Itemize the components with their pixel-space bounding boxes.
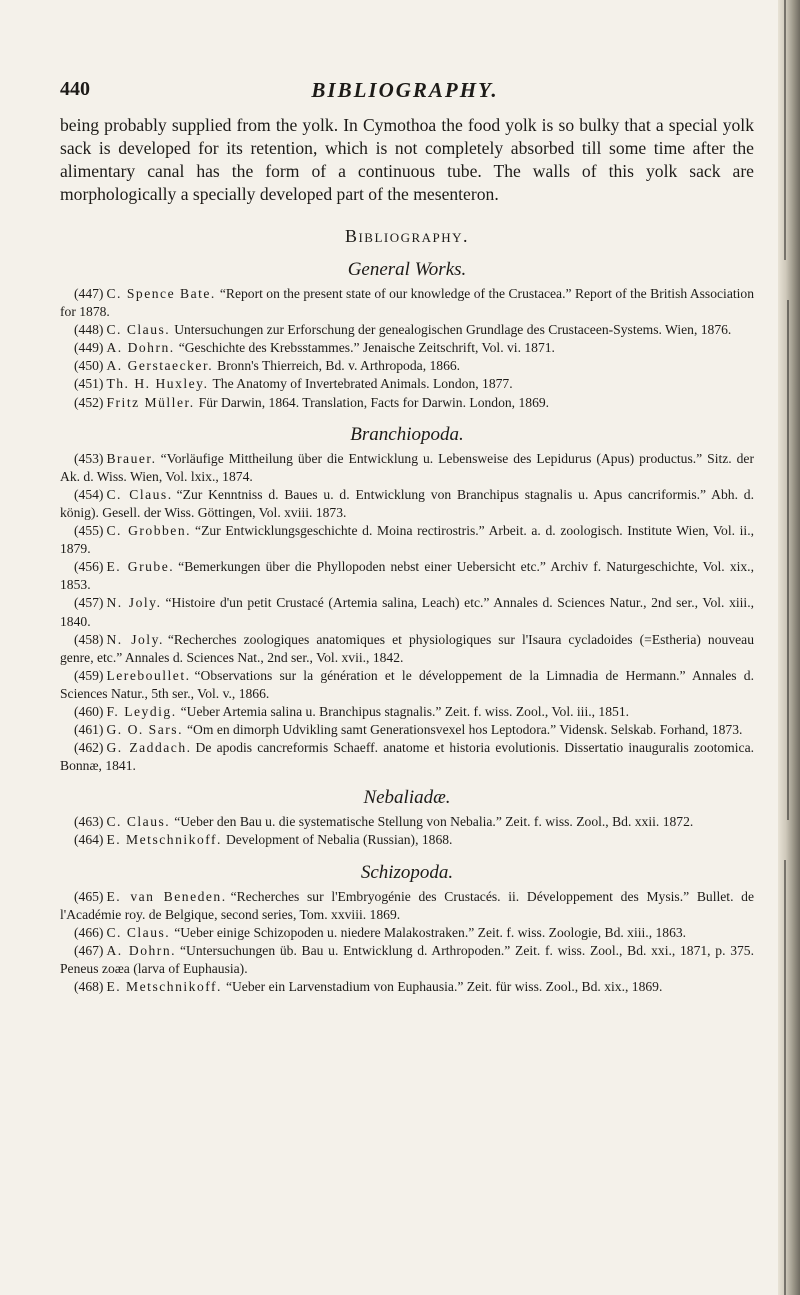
entry-number: (448) [74, 322, 104, 338]
entry-number: (460) [74, 703, 104, 719]
entry-citation: “Ueber einige Schizopoden u. niedere Malakostraken.” Zeit. f. wiss. Zoologie, Bd. xiii., 1863. [174, 924, 687, 940]
bibliography-entry [60, 739, 754, 775]
entry-author: Lereboullet. [106, 667, 191, 683]
entry-citation: “Recherches sur l'Embryogénie des Crustacés. ii. Développement des Mysis.” Bullet. de l'Académie roy. de Belgique, second series, Tom. xxviii. 1869. [60, 888, 754, 922]
entry-citation: “Vorläufige Mittheilung über die Entwicklung u. Lebensweise des Lepidurus (Apus) productus.” Sitz. der Ak. d. Wiss. Wien, Vol. lxix., 1874. [60, 450, 754, 484]
entry-citation: “Observations sur la génération et le développement de la Limnadia de Hermann.” Annales d. Sciences Natur., 5th ser., Vol. v., 1866. [60, 667, 754, 701]
entry-author: E. van Beneden. [106, 888, 227, 904]
entry-number: (464) [74, 832, 104, 848]
bibliography-entry [60, 450, 754, 486]
running-head [60, 78, 750, 108]
entry-citation: “Zur Kenntniss d. Baues u. d. Entwicklung von Branchipus stagnalis u. Apus cancriformis.” Abh. d. könig). Gesell. der Wiss. Göttingen, Vol. xviii. 1873. [60, 486, 754, 520]
bibliography-entry [60, 924, 754, 942]
entry-author: A. Dohrn. [106, 340, 175, 356]
section-subheading: Branchiopoda. [350, 423, 464, 445]
entry-number: (453) [74, 450, 104, 466]
section-subheading: Nebaliadæ. [363, 787, 451, 809]
bibliography-entry [60, 357, 754, 375]
bibliography-entry [60, 394, 754, 412]
page-number: 440 [60, 78, 90, 100]
bibliography-entry [60, 631, 754, 667]
entry-author: Th. H. Huxley. [106, 376, 209, 392]
bibliography-entry [60, 978, 754, 996]
entry-number: (466) [74, 924, 104, 940]
bibliography-entry [60, 942, 754, 978]
entry-citation: De apodis cancreformis Schaeff. anatome et historia evolutionis. Dissertatio inauguralis zootomica. Bonnæ, 1841. [60, 740, 754, 774]
entry-number: (468) [74, 979, 104, 994]
entry-citation: “Histoire d'un petit Crustacé (Artemia salina, Leach) etc.” Annales d. Sciences Natur., 2nd ser., Vol. xiii., 1840. [60, 595, 754, 629]
entry-number: (459) [74, 667, 104, 683]
bibliography-entry [60, 831, 754, 849]
entry-citation: “Zur Entwicklungsgeschichte d. Moina rectirostris.” Arbeit. a. d. zoologisch. Institute Wien, Vol. ii., 1879. [60, 523, 755, 557]
intro-paragraph: being probably supplied from the yolk. In Cymothoa the food yolk is so bulky that a special yolk sack is developed for its retention, which is not completely absorbed till some time after the alimentary canal has the form of a continuous tube. The walls of this yolk sack are morphologically a specially developed part of the mesenteron. [60, 115, 754, 204]
entry-author: C. Claus. [106, 322, 171, 338]
bibliography-entry [60, 721, 754, 739]
entry-author: E. Grube. [106, 559, 175, 575]
entry-citation: Development of Nebalia (Russian), 1868. [225, 832, 453, 848]
entry-author: A. Dohrn. [106, 942, 177, 958]
entry-author: C. Claus. [106, 486, 173, 502]
entry-citation: “Om en dimorph Udvikling samt Generationsvexel hos Leptodora.” Vidensk. Selskab. Forhand, 1873. [187, 722, 743, 738]
entry-author: C. Grobben. [106, 523, 192, 539]
entry-number: (456) [74, 559, 104, 575]
entry-number: (447) [74, 286, 104, 301]
entry-citation: “Untersuchungen üb. Bau u. Entwicklung d. Arthropoden.” Zeit. f. wiss. Zool., Bd. xxi., 1871, p. 375. Peneus zoæa (larva of Euphausia). [60, 942, 754, 976]
bibliography-entry [60, 321, 754, 339]
entry-author: C. Spence Bate. [106, 286, 216, 301]
bibliography-entry [60, 594, 754, 630]
entry-citation: “Ueber Artemia salina u. Branchipus stagnalis.” Zeit. f. wiss. Zool., Vol. iii., 1851. [180, 703, 630, 719]
bibliography-entry [60, 522, 754, 558]
entry-number: (457) [74, 595, 104, 611]
entry-number: (451) [74, 376, 104, 392]
entry-citation: Für Darwin, 1864. Translation, Facts for Darwin. London, 1869. [198, 394, 550, 410]
entry-citation: “Geschichte des Krebsstammes.” Jenaische Zeitschrift, Vol. vi. 1871. [178, 340, 555, 356]
entry-number: (458) [74, 631, 104, 647]
page-content [60, 108, 754, 996]
entry-citation: “Ueber ein Larvenstadium von Euphausia.” Zeit. für wiss. Zool., Bd. xix., 1869. [225, 979, 663, 994]
entry-author: C. Claus. [106, 814, 171, 830]
entry-author: Brauer. [106, 450, 157, 466]
section-subheading: General Works. [347, 259, 467, 280]
running-title: BIBLIOGRAPHY. [311, 78, 499, 102]
bibliography-entry [60, 888, 754, 924]
bibliography-entry [60, 667, 754, 703]
edge-mark [784, 0, 786, 260]
entry-author: G. Zaddach. [106, 740, 192, 756]
page-edge-shadow [778, 0, 800, 1295]
entry-number: (463) [74, 814, 104, 830]
entry-author: F. Leydig. [106, 703, 177, 719]
bibliography-heading: Bibliography. [344, 226, 470, 246]
bibliography-entry [60, 486, 754, 522]
entry-citation: “Report on the present state of our knowledge of the Crustacea.” Report of the British Association for 1878. [60, 286, 755, 320]
entry-number: (452) [74, 394, 104, 410]
entry-citation: The Anatomy of Invertebrated Animals. London, 1877. [212, 376, 513, 392]
bibliography-sections [60, 259, 754, 996]
entry-number: (455) [74, 523, 104, 539]
edge-mark [784, 860, 786, 1295]
bibliography-entry [60, 558, 754, 594]
section-subheading: Schizopoda. [360, 861, 454, 883]
entry-author: E. Metschnikoff. [106, 979, 222, 994]
entry-number: (462) [74, 740, 104, 756]
entry-author: A. Gerstaecker. [106, 358, 214, 374]
bibliography-entry [60, 339, 754, 357]
entry-number: (450) [74, 358, 104, 374]
entry-citation: “Recherches zoologiques anatomiques et physiologiques sur l'Isaura cycladoides (=Estheria) nouveau genre, etc.” Annales d. Sciences Nat., 2nd ser., Vol. xvii., 1842. [60, 631, 754, 665]
bibliography-entry [60, 375, 754, 393]
entry-author: N. Joly. [106, 595, 162, 611]
entry-number: (454) [74, 486, 104, 502]
entry-number: (449) [74, 340, 104, 356]
entry-author: N. Joly. [106, 631, 164, 647]
entry-citation: Untersuchungen zur Erforschung der genealogischen Grundlage des Crustaceen-Systems. Wien, 1876. [174, 322, 732, 338]
entry-number: (461) [74, 722, 104, 738]
entry-number: (467) [74, 942, 104, 958]
entry-author: Fritz Müller. [106, 394, 195, 410]
edge-mark [787, 300, 789, 820]
entry-author: E. Metschnikoff. [106, 832, 222, 848]
entry-author: C. Claus. [106, 924, 171, 940]
entry-author: G. O. Sars. [106, 722, 183, 738]
entry-citation: “Bemerkungen über die Phyllopoden nebst einer Uebersicht etc.” Archiv f. Naturgeschichte, Vol. xix., 1853. [60, 559, 754, 593]
entry-citation: Bronn's Thierreich, Bd. v. Arthropoda, 1866. [217, 358, 461, 374]
bibliography-entry [60, 813, 754, 831]
bibliography-entry [60, 285, 754, 321]
entry-number: (465) [74, 888, 104, 904]
bibliography-entry [60, 703, 754, 721]
entry-citation: “Ueber den Bau u. die systematische Stellung von Nebalia.” Zeit. f. wiss. Zool., Bd. xxii. 1872. [174, 814, 694, 830]
